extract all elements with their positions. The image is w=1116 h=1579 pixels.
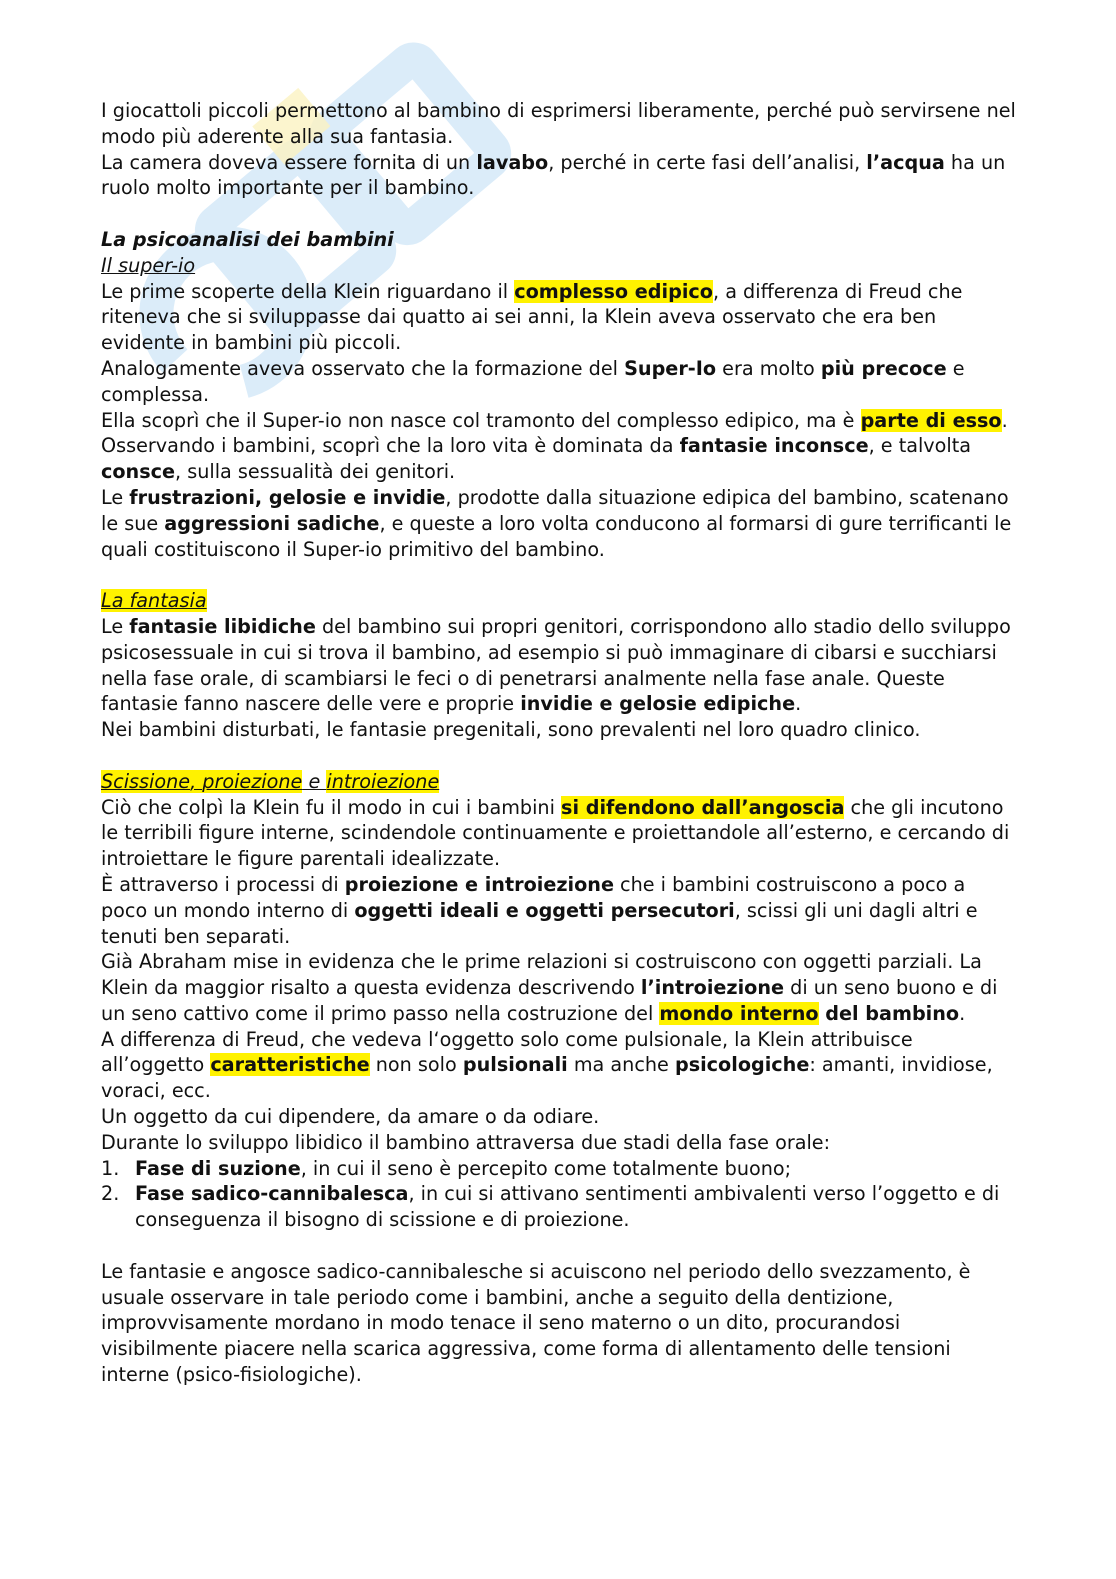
paragraph: I giocattoli piccoli permettono al bambino di esprimersi liberamente, perché può servirsene nel modo più aderente alla sua fantasia. [101, 99, 1016, 148]
numbered-list [101, 1156, 1016, 1233]
paragraph: Nei bambini disturbati, le fantasie pregenitali, sono prevalenti nel loro quadro clinico. [101, 718, 921, 742]
paragraph: Già Abraham mise in evidenza che le prime relazioni si costruiscono con oggetti parziali. La Klein da maggior risalto a questa evidenza descrivendo l’introiezione di un seno buono e di un seno cattivo come il primo passo nella costruzione del mondo interno del bambino. [101, 950, 998, 1025]
paragraph: Le fantasie libidiche del bambino sui propri genitori, corrispondono allo stadio dello sviluppo psicosessuale in cui si trova il bambino, ad esempio si può immaginare di cibarsi e succhiarsi nella fase orale, di scambiarsi le feci o di penetrarsi analmente nella fase anale. Queste fantasie fanno nascere delle vere e proprie invidie e gelosie edipiche. [101, 614, 1011, 716]
subsection-title-superio: Il super-io [101, 253, 196, 277]
paragraph: Osservando i bambini, scoprì che la loro vita è dominata da fantasie inconsce, e talvolta consce, sulla sessualità dei genitori. [101, 434, 972, 484]
subsection-title-fantasia: La fantasia [101, 589, 207, 613]
list-item: 1. Fase di suzione, in cui il seno è percepito come totalmente buono; [101, 1156, 792, 1180]
paragraph: Ella scoprì che il Super-io non nasce col tramonto del complesso edipico, ma è parte di esso. [101, 408, 1008, 432]
paragraph: Le frustrazioni, gelosie e invidie, prodotte dalla situazione edipica del bambino, scatenano le sue aggressioni sadiche, e queste a loro volta conducono al formarsi di gure terrificanti le quali costituiscono il Super-io primitivo del bambino. [101, 485, 1012, 561]
paragraph: Le fantasie e angosce sadico-cannibalesche si acuiscono nel periodo dello svezzamento, è usuale osservare in tale periodo come i bambini, anche a seguito della dentizione, improvvisamente mordano in modo tenace il seno materno o un dito, procurandosi visibilmente piacere nella scarica aggressiva, come forma di allentamento delle tensioni interne (psico-fisiologiche). [101, 1259, 971, 1387]
paragraph: Un oggetto da cui dipendere, da amare o da odiare. [101, 1105, 600, 1129]
paragraph: La camera doveva essere fornita di un lavabo, perché in certe fasi dell’analisi, l’acqua ha un ruolo molto importante per il bambino. [101, 150, 1006, 200]
list-item: 2. Fase sadico-cannibalesca, in cui si attivano sentimenti ambivalenti verso l’oggetto e di conseguenza il bisogno di scissione e di proiezione. [101, 1182, 1000, 1232]
paragraph: Ciò che colpì la Klein fu il modo in cui i bambini si difendono dall’angoscia che gli incutono le terribili figure interne, scindendole continuamente e proiettandole all’esterno, e cercando di introiettare le figure parentali idealizzate. [101, 795, 1010, 871]
subsection-title-scissione: Scissione, proiezione e introiezione [101, 769, 440, 793]
paragraph: Analogamente aveva osservato che la formazione del Super-Io era molto più precoce e complessa. [101, 356, 965, 406]
paragraph: È attraverso i processi di proiezione e introiezione che i bambini costruiscono a poco a poco un mondo interno di oggetti ideali e oggetti persecutori, scissi gli uni dagli altri e tenuti ben separati. [101, 872, 978, 948]
paragraph: Durante lo sviluppo libidico il bambino attraversa due stadi della fase orale: [101, 1130, 831, 1154]
document-page [101, 98, 1016, 1388]
paragraph: A differenza di Freud, che vedeva l‘oggetto solo come pulsionale, la Klein attribuisce all’oggetto caratteristiche non solo pulsionali ma anche psicologiche: amanti, invidiose, voraci, ecc. [101, 1027, 993, 1103]
section-heading: La psicoanalisi dei bambini [101, 227, 394, 251]
paragraph: Le prime scoperte della Klein riguardano il complesso edipico, a differenza di Freud che riteneva che si sviluppasse dai quatto ai sei anni, la Klein aveva osservato che era ben evidente in bambini più piccoli. [101, 279, 963, 355]
